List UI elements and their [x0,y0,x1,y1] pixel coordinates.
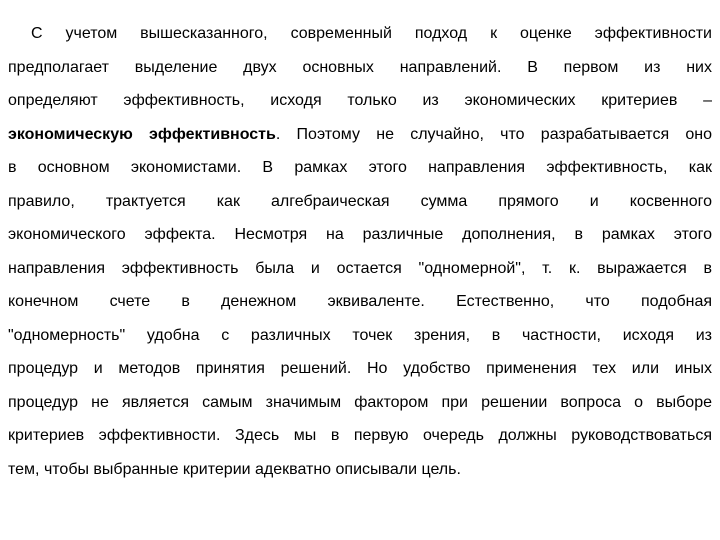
paragraph-line: определяют эффективность, исходя только из экономических критериев – [8,92,712,109]
paragraph-line: в основном экономистами. В рамках этого направления эффективность, как [8,159,712,176]
paragraph-line: С учетом вышесказанного, современный подход к оценке эффективности [31,25,712,42]
paragraph-line: критериев эффективности. Здесь мы в первую очередь должны руководствоваться [8,427,712,444]
paragraph-line: предполагает выделение двух основных направлений. В первом из них [8,58,712,76]
paragraph-line: "одномерность" удобна с различных точек зрения, в частности, исходя из [8,326,712,344]
body-paragraph [8,17,712,486]
paragraph-line: конечном счете в денежном эквиваленте. Естественно, что подобная [8,293,712,310]
paragraph-line: правило, трактуется как алгебраическая сумма прямого и косвенного [8,192,712,210]
paragraph-line: экономического эффекта. Несмотря на различные дополнения, в рамках этого [8,226,712,243]
paragraph-last-line: тем, чтобы выбранные критерии адекватно описывали цель. [8,460,461,478]
document-page [8,17,712,486]
bold-term: экономическую эффективность [8,125,276,143]
paragraph-line: процедур не является самым значимым фактором при решении вопроса о выборе [8,393,712,411]
paragraph-line [8,118,712,152]
paragraph-line: процедур и методов принятия решений. Но удобство применения тех или иных [8,360,712,377]
paragraph-line: направления эффективность была и остается "одномерной", т. к. выражается в [8,259,712,277]
paragraph-line-continuation: . Поэтому не случайно, что разрабатывается оно [275,125,713,143]
